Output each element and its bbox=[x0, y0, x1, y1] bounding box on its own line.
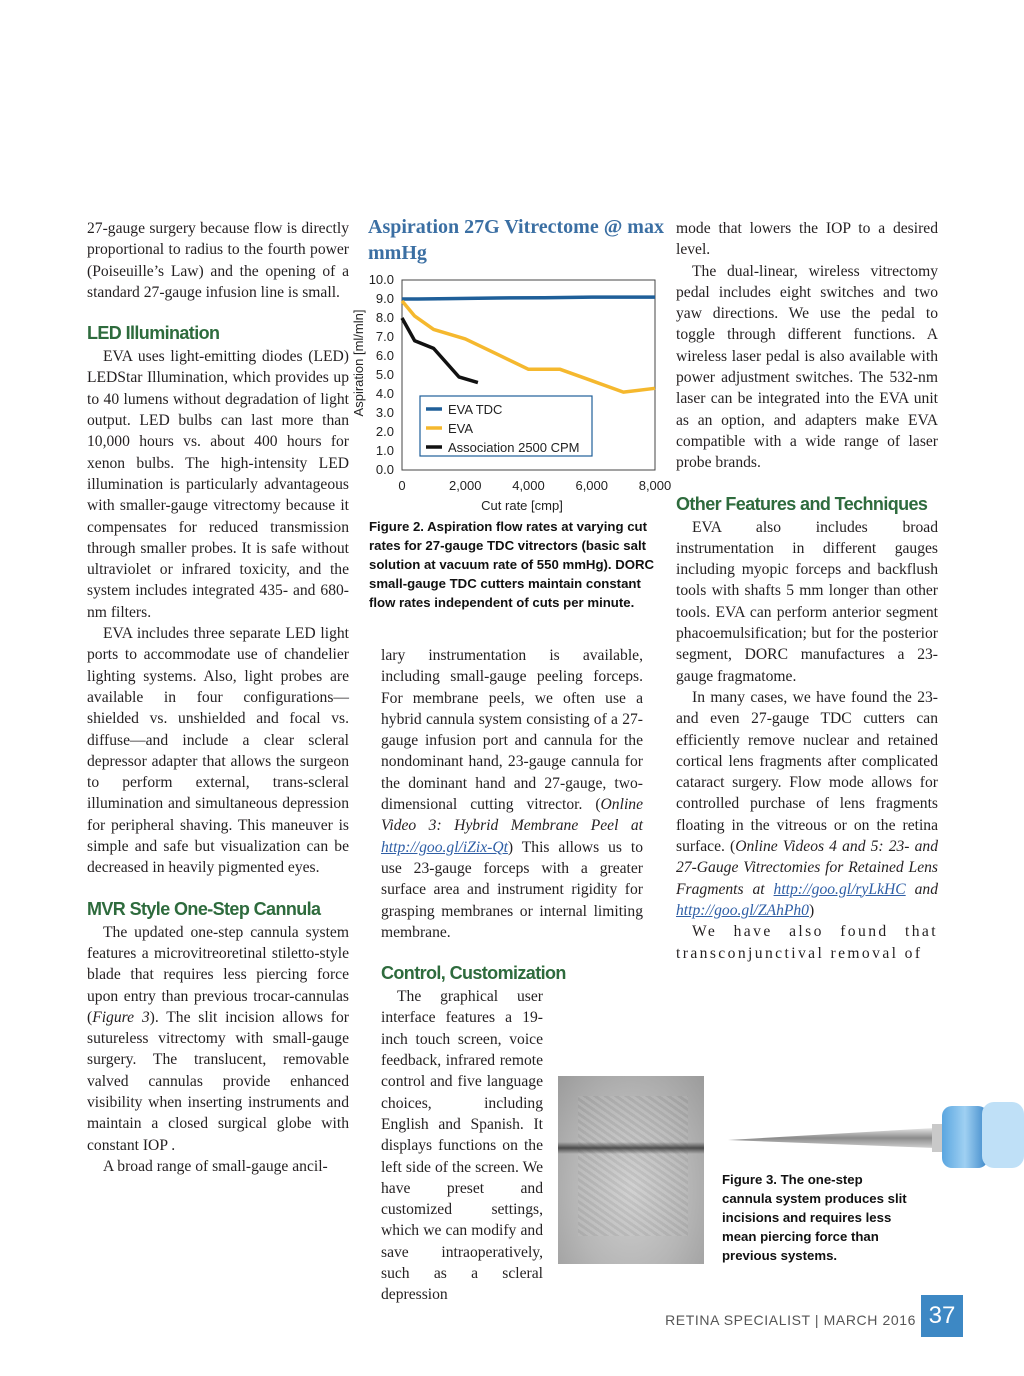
page-number: 37 bbox=[921, 1295, 963, 1337]
column-3 bbox=[676, 218, 938, 964]
paragraph: EVA uses light-emitting diodes (LED) LEDStar Illumination, which provides up to 40 lumens without degradation of light output. LED bulbs can last more than 10,000 hours vs. about 400 hours for xenon bulbs. The high-intensity LED illumination is particularly advantageous with smaller-gauge vitrectomy because it compensates for reduced transmission through smaller probes. It is safe without ultraviolet or infrared toxicity, and the system includes integrated 435- and 680-nm filters. bbox=[87, 348, 349, 621]
legend-label: EVA bbox=[448, 421, 474, 436]
section-heading-other: Other Features and Techniques bbox=[676, 493, 928, 514]
y-tick-label: 10.0 bbox=[368, 272, 394, 287]
paragraph bbox=[87, 922, 349, 1156]
y-tick-label: 0.0 bbox=[375, 462, 394, 477]
cannula-needle bbox=[728, 1128, 935, 1148]
paragraph: We have also found that transconjunctival removal of bbox=[676, 923, 938, 962]
text-span: ) bbox=[808, 901, 815, 919]
x-tick-label: 8,000 bbox=[638, 478, 672, 493]
series-line-association-2500-cpm bbox=[402, 318, 478, 383]
series-line-eva-tdc bbox=[402, 297, 655, 299]
y-tick-label: 1.0 bbox=[375, 443, 394, 458]
paragraph: EVA also includes broad instrumentation in different gauges including myopic forceps and backflush tools with shafts 5 mm longer than other tools. EVA can perform anterior segment phacoemulsification; but for the posterior segment, DORC manufactures a 23-gauge fragmatome. bbox=[676, 518, 938, 685]
section-heading-control: Control, Customization bbox=[381, 963, 566, 984]
video-link-1[interactable]: http://goo.gl/ryLkHC bbox=[773, 880, 906, 898]
chart-title: Aspiration 27G Vitrectome @ max mmHg bbox=[368, 216, 664, 264]
y-tick-label: 6.0 bbox=[375, 348, 394, 363]
x-axis-label: Cut rate [cmp] bbox=[481, 498, 563, 513]
y-tick-label: 2.0 bbox=[375, 424, 394, 439]
y-tick-label: 5.0 bbox=[375, 367, 394, 382]
text-span: lary instrumentation is available, including small-gauge peeling forceps. For membrane peels, we often use a hybrid cannula system consisting of a 27-gauge infusion port and cannula for the nondominant hand, 23-gauge cannula for the dominant hand and 27-gauge, two-dimensional cutting vitrector. ( bbox=[381, 647, 643, 814]
cannula-hub-ring bbox=[982, 1102, 1024, 1168]
paragraph: A broad range of small-gauge ancil- bbox=[103, 1157, 328, 1175]
column-1 bbox=[87, 218, 349, 1177]
paragraph: 27-gauge surgery because flow is directly proportional to radius to the fourth power (Poiseuille’s Law) and the opening of a standard 27-gauge infusion line is small. bbox=[87, 220, 349, 301]
text-span: The updated one-step cannula system features a microvitreoretinal stiletto-style blade that requires less piercing force upon entry than previous trocar-cannulas ( bbox=[87, 923, 349, 1026]
paragraph: mode that lowers the IOP to a desired level. bbox=[676, 220, 938, 259]
figure-ref: Figure 3 bbox=[92, 1008, 150, 1026]
y-tick-label: 8.0 bbox=[375, 310, 394, 325]
video-link-2[interactable]: http://goo.gl/ZAhPh0 bbox=[676, 901, 809, 919]
paragraph: The graphical user interface features a 19-inch touch screen, voice feedback, infrared remote control and five language choices, including English and Spanish. It displays functions on the left side of the screen. We have preset and customized settings, which we can modify and save intraoperatively, such as a scleral depression bbox=[381, 988, 543, 1304]
series-line-eva bbox=[402, 301, 655, 392]
y-axis-label: Aspiration [ml/mln] bbox=[351, 309, 366, 417]
aspiration-chart bbox=[350, 265, 675, 515]
section-heading-mvr: MVR Style One-Step Cannula bbox=[87, 898, 321, 919]
text-span: In many cases, we have found the 23- and even 27-gauge TDC cutters can efficiently remove nuclear and retained cortical lens fragments after complicated cataract surgery. Flow mode allows for controlled purchase of lens fragments floating in the vitreous or on the retina surface. ( bbox=[676, 688, 938, 856]
chart-ticks bbox=[369, 272, 672, 493]
cannula-illustration bbox=[720, 1088, 1024, 1168]
y-tick-label: 4.0 bbox=[375, 386, 394, 401]
chart-series bbox=[402, 297, 655, 392]
x-tick-label: 4,000 bbox=[512, 478, 545, 493]
figure-2-caption: Figure 2. Aspiration flow rates at varying cut rates for 27-gauge TDC vitrectors (basic salt solution at vacuum rate of 550 mmHg). DORC small-gauge TDC cutters maintain constant flow rates independent of cuts per minute. bbox=[369, 519, 655, 610]
y-tick-label: 9.0 bbox=[375, 291, 394, 306]
y-tick-label: 3.0 bbox=[375, 405, 394, 420]
x-tick-label: 2,000 bbox=[448, 478, 482, 493]
paragraph: The dual-linear, wireless vitrectomy pedal includes eight switches and two yaw directions. We use the pedal to toggle through different functions. A wireless laser pedal is also available with power adjustment switches. The 532-nm laser can be integrated into the EVA unit as an option, and adapters make EVA compatible with a wide range of laser probe brands. bbox=[676, 262, 938, 472]
y-tick-label: 7.0 bbox=[375, 329, 394, 344]
text-span: ). The slit incision allows for sutureless vitrectomy with small-gauge surgery. The translucent, removable valved cannulas provide enhanced visibility when inserting instruments and maintain a closed surgical globe with constant IOP . bbox=[87, 1008, 349, 1154]
legend-label: EVA TDC bbox=[448, 402, 503, 417]
photo-texture bbox=[578, 1096, 688, 1236]
cannula-hub bbox=[942, 1106, 988, 1168]
legend-label: Association 2500 CPM bbox=[448, 440, 580, 455]
paragraph bbox=[381, 645, 643, 943]
footer-publication: RETINA SPECIALIST | MARCH 2016 bbox=[665, 1312, 916, 1328]
text-span: ) This allows us to use 23-gauge forceps with a greater surface area and instrument rigidity for grasping membranes or internal limiting membrane. bbox=[381, 838, 643, 941]
text-span: and bbox=[905, 880, 938, 898]
section-heading-led: LED Illumination bbox=[87, 323, 220, 344]
figure-3-caption: Figure 3. The one-step cannula system produces slit incisions and requires less mean piercing force than previous systems. bbox=[722, 1172, 907, 1263]
paragraph: EVA includes three separate LED light ports to accommodate use of chandelier lighting systems. Also, light probes are available in four configurations—shielded vs. unshielded and focal vs. diffuse—and include a clear scleral depressor adapter that allows the surgeon to perform external, trans-scleral illumination and simultaneous depression for peripheral shaving. This maneuver is simple and safe but visualization can be decreased in heavily pigmented eyes. bbox=[87, 625, 349, 877]
video-ref: Online Video 3: Hybrid Membrane Peel at bbox=[381, 796, 643, 835]
x-tick-label: 0 bbox=[398, 478, 406, 493]
paragraph bbox=[676, 687, 938, 921]
chart-legend bbox=[420, 396, 592, 456]
incision-slit bbox=[558, 1142, 704, 1154]
video-link[interactable]: http://goo.gl/iZix-Qt bbox=[381, 838, 508, 856]
video-ref: Online Videos 4 and 5: 23- and 27-Gauge Vitrectomies for Retained Lens Fragments at bbox=[676, 838, 938, 898]
slit-incision-photo bbox=[558, 1076, 704, 1264]
x-tick-label: 6,000 bbox=[575, 478, 609, 493]
